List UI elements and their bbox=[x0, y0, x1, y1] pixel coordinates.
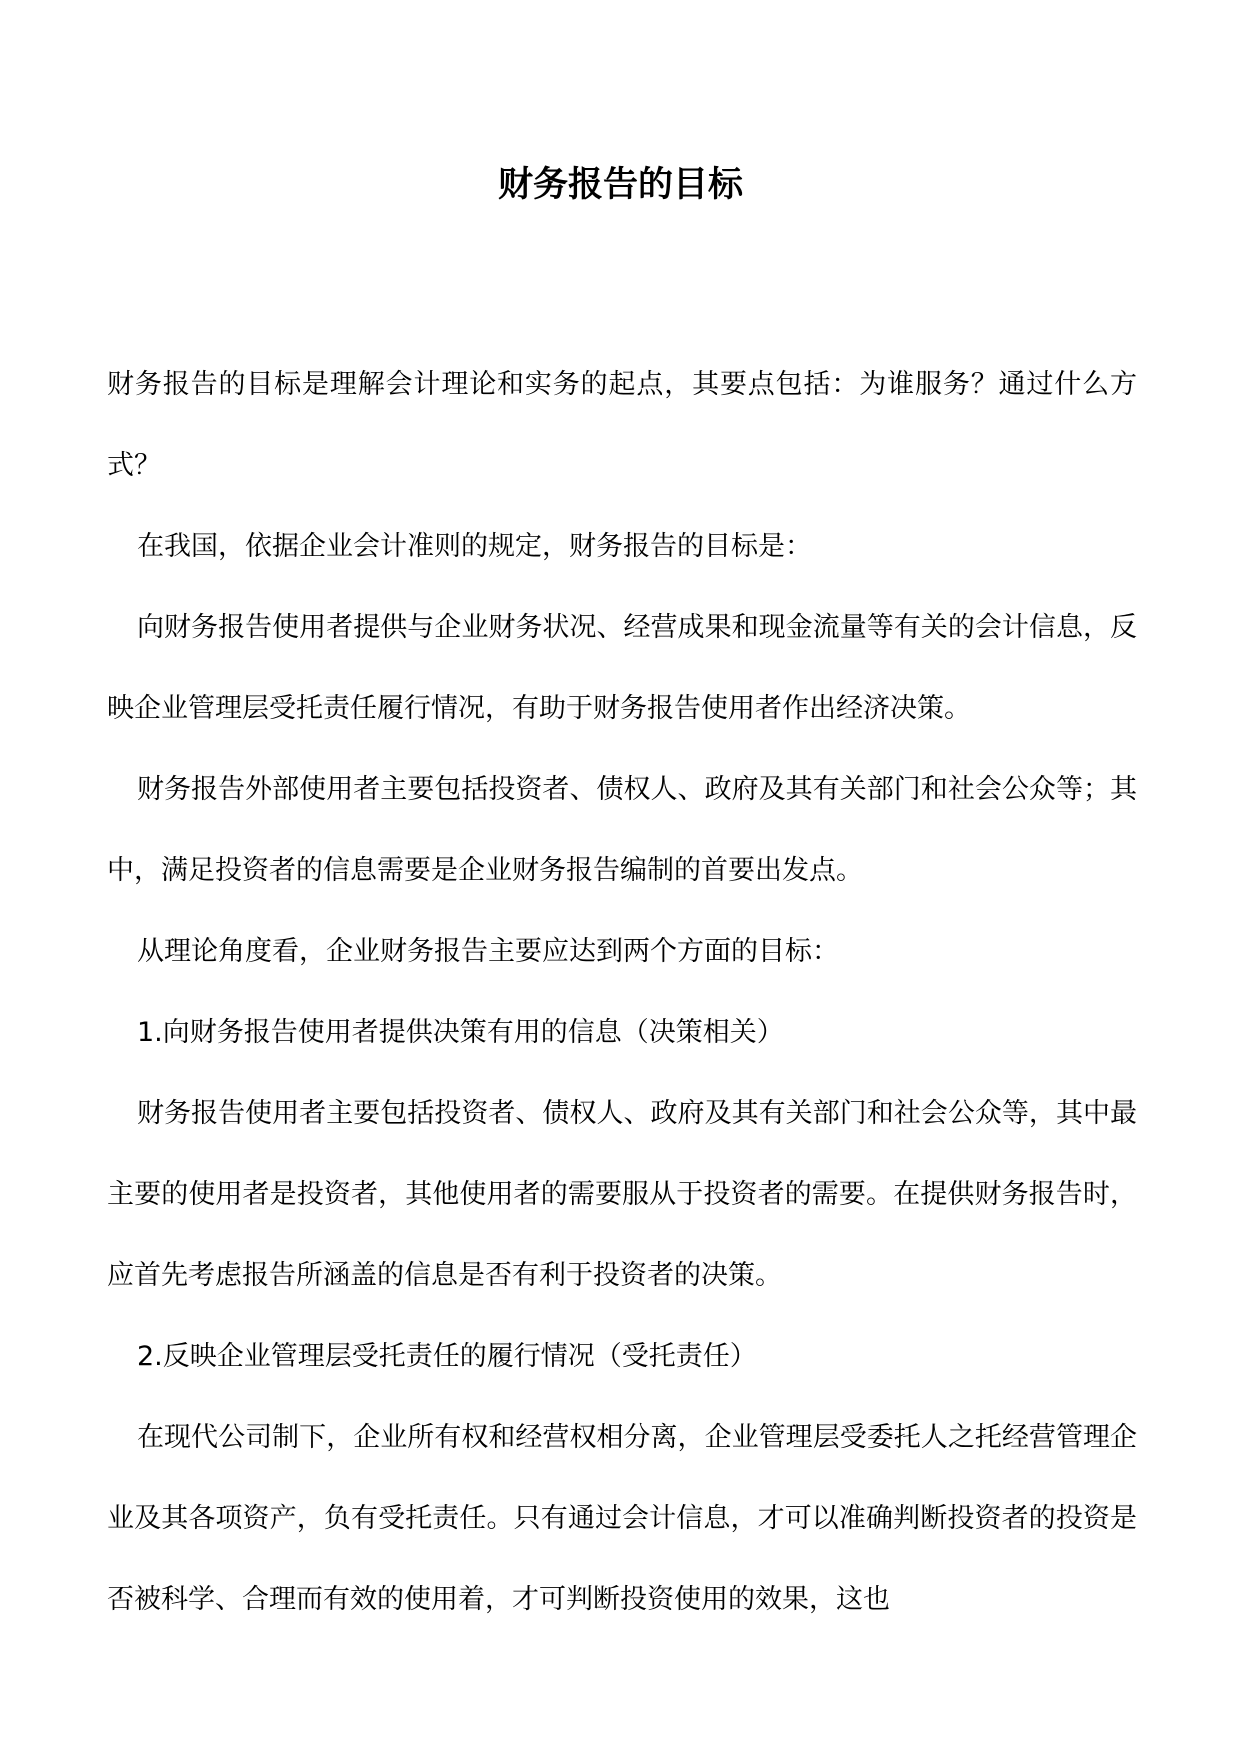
document-title: 财务报告的目标 bbox=[497, 165, 743, 205]
paragraph: 向财务报告使用者提供与企业财务状况、经营成果和现金流量等有关的会计信息，反映企业管理层受托责任履行情况，有助于财务报告使用者作出经济决策。 bbox=[107, 612, 1137, 724]
section-heading: 1.向财务报告使用者提供决策有用的信息（决策相关） bbox=[137, 1017, 784, 1048]
section-heading: 2.反映企业管理层受托责任的履行情况（受托责任） bbox=[137, 1341, 757, 1372]
paragraph: 从理论角度看，企业财务报告主要应达到两个方面的目标： bbox=[137, 936, 839, 967]
document-body bbox=[107, 344, 1137, 1640]
paragraph: 在现代公司制下，企业所有权和经营权相分离，企业管理层受委托人之托经营管理企业及其各项资产，负有受托责任。只有通过会计信息，才可以准确判断投资者的投资是否被科学、合理而有效的使用着，才可判断投资使用的效果，这也 bbox=[107, 1422, 1137, 1615]
paragraph: 财务报告外部使用者主要包括投资者、债权人、政府及其有关部门和社会公众等；其中，满足投资者的信息需要是企业财务报告编制的首要出发点。 bbox=[107, 774, 1137, 886]
paragraph: 财务报告的目标是理解会计理论和实务的起点，其要点包括：为谁服务？通过什么方式？ bbox=[107, 369, 1137, 481]
paragraph: 在我国，依据企业会计准则的规定，财务报告的目标是： bbox=[137, 531, 812, 562]
paragraph: 财务报告使用者主要包括投资者、债权人、政府及其有关部门和社会公众等，其中最主要的使用者是投资者，其他使用者的需要服从于投资者的需要。在提供财务报告时，应首先考虑报告所涵盖的信息是否有利于投资者的决策。 bbox=[107, 1098, 1137, 1291]
